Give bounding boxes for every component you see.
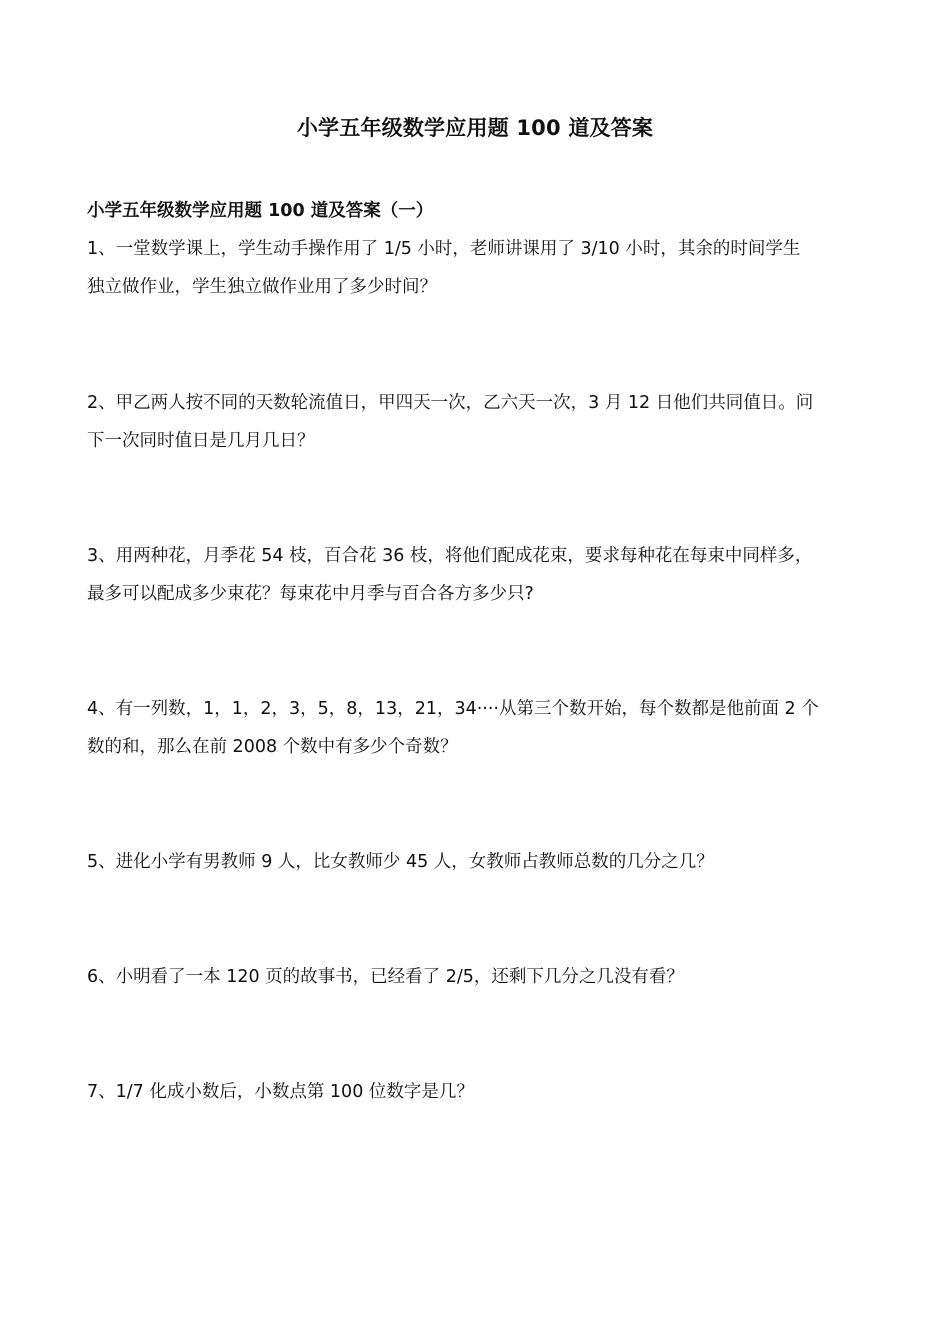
question-1	[87, 230, 877, 306]
question-4-line-1: 4、有一列数，1，1，2，3，5，8，13，21，34····从第三个数开始，每个数都是他前面 2 个	[87, 699, 819, 719]
question-4-line-2: 数的和，那么在前 2008 个数中有多少个奇数？	[87, 737, 458, 757]
question-7-line-1: 7、1/7 化成小数后，小数点第 100 位数字是几？	[87, 1082, 474, 1102]
question-1-line-2: 独立做作业，学生独立做作业用了多少时间？	[87, 277, 437, 297]
question-3-line-2: 最多可以配成多少束花？每束花中月季与百合各方多少只?	[87, 584, 534, 604]
question-4	[87, 690, 877, 766]
question-6	[87, 958, 877, 996]
question-1-line-1: 1、一堂数学课上，学生动手操作用了 1/5 小时，老师讲课用了 3/10 小时，其余的时间学生	[87, 239, 801, 259]
question-7	[87, 1073, 877, 1111]
question-5	[87, 843, 877, 881]
question-5-line-1: 5、进化小学有男教师 9 人，比女教师少 45 人，女教师占教师总数的几分之几？	[87, 852, 714, 872]
section-heading: 小学五年级数学应用题 100 道及答案（一）	[87, 201, 434, 221]
question-2-line-2: 下一次同时值日是几月几日？	[87, 431, 315, 451]
question-2	[87, 384, 877, 460]
question-2-line-1: 2、甲乙两人按不同的天数轮流值日，甲四天一次，乙六天一次，3 月 12 日他们共同值日。问	[87, 393, 814, 413]
document-title: 小学五年级数学应用题 100 道及答案	[296, 116, 654, 140]
question-3-line-1: 3、用两种花，月季花 54 枝，百合花 36 枝，将他们配成花束，要求每种花在每束中同样多，	[87, 546, 813, 566]
question-6-line-1: 6、小明看了一本 120 页的故事书，已经看了 2/5，还剩下几分之几没有看？	[87, 967, 684, 987]
question-3	[87, 537, 877, 613]
